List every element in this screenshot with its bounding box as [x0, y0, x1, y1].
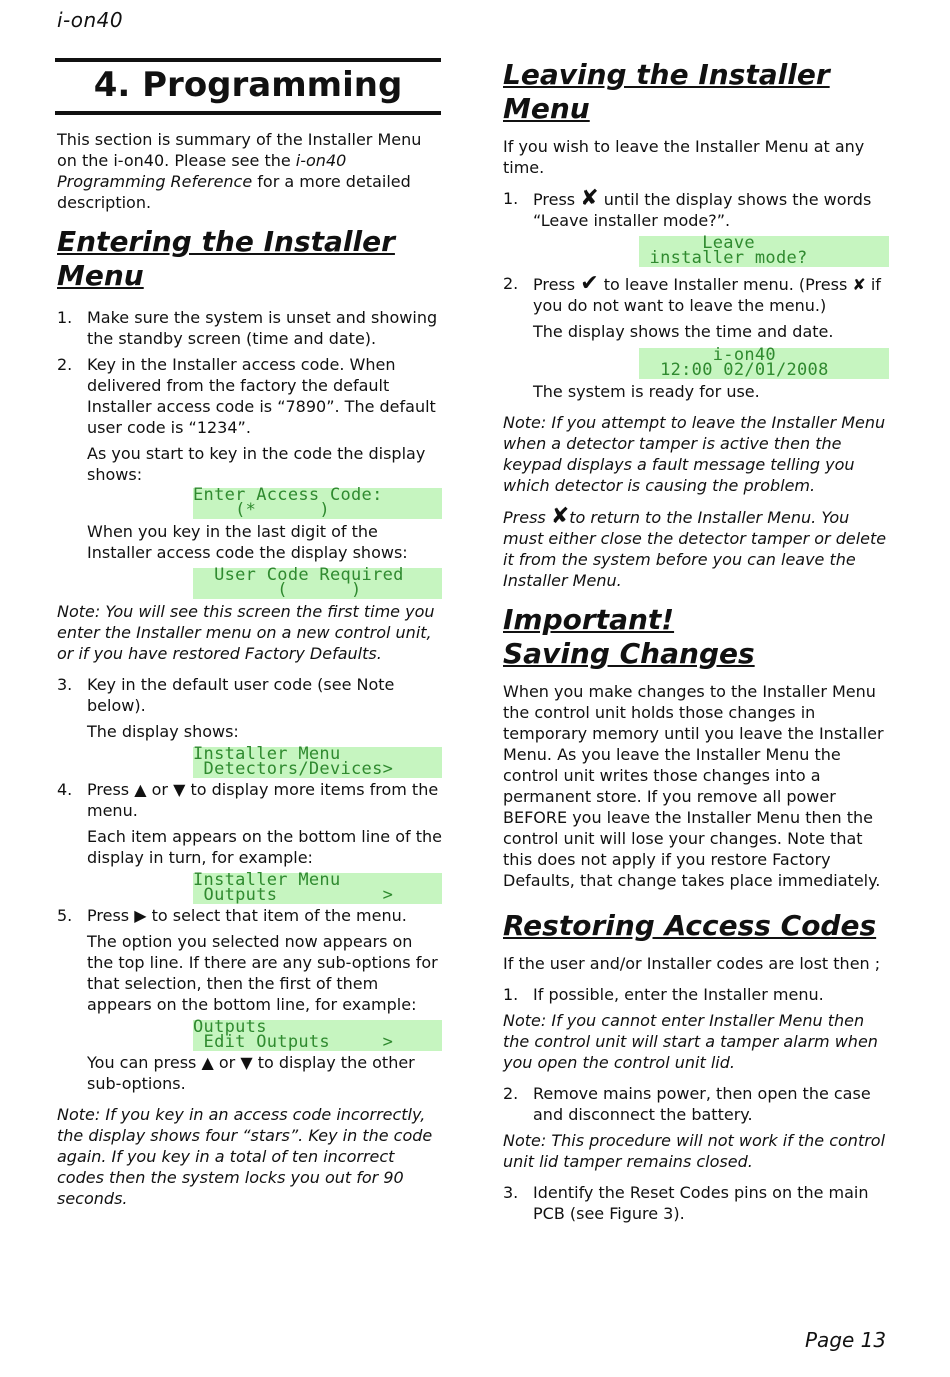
- step-4-detail: Each item appears on the bottom line of the display in turn, for example:: [87, 827, 442, 867]
- down-arrow-icon: ▼: [173, 780, 186, 799]
- step-number: 3.: [57, 675, 73, 694]
- heading-restoring-access-codes: Restoring Access Codes: [503, 909, 877, 942]
- page-number: Page 13: [805, 1328, 887, 1352]
- note-incorrect-code: Note: If you key in an access code incorrectly, the display shows four “stars”. Key in the code again. If you key in a total of ten incorrect codes then the system locks you out for 90 seconds.: [57, 1105, 433, 1208]
- intro-text-b: for a more detailed description.: [57, 172, 411, 212]
- restore-step-2: [503, 1083, 891, 1125]
- step-5-detail-2: [57, 1052, 443, 1094]
- step-number: 2.: [503, 1084, 519, 1103]
- step-2: [57, 354, 443, 438]
- heading-entering-installer-menu: Entering the Installer Menu: [57, 225, 395, 292]
- leave-step-2: [503, 273, 891, 316]
- step-number: 1.: [57, 308, 73, 327]
- restoring-intro: If the user and/or Installer codes are lost then ;: [503, 954, 881, 973]
- step-text-post: until the display shows the words “Leave installer mode?”.: [533, 190, 872, 230]
- step-text-post: to display more items from the menu.: [87, 780, 439, 820]
- entering-steps-continued: [57, 674, 443, 716]
- step-text: If possible, enter the Installer menu.: [533, 985, 824, 1004]
- step-text-post: to select that item of the menu.: [146, 906, 407, 925]
- step-3: [57, 674, 443, 716]
- step-number: 3.: [503, 1183, 519, 1202]
- step-number: 1.: [503, 985, 519, 1004]
- lcd-installer-menu-outputs: Installer Menu Outputs >: [193, 873, 442, 904]
- step-5-detail: The option you selected now appears on the top line. If there are any sub-options for that selection, then the first of them appears on the bottom line, for example:: [87, 932, 438, 1014]
- tick-icon: ✔: [580, 271, 599, 296]
- heading-saving-changes: Saving Changes: [503, 637, 755, 670]
- note-cannot-enter: Note: If you cannot enter Installer Menu then the control unit will start a tamper alarm when you open the control unit lid.: [503, 1011, 878, 1072]
- note-detector-tamper: Note: If you attempt to leave the Installer Menu when a detector tamper is active then the keypad displays a fault message telling you which detector is causing the problem.: [503, 413, 886, 495]
- lcd-leave-installer-mode: Leave installer mode?: [639, 236, 889, 267]
- leave-step-2-ready: The system is ready for use.: [533, 382, 760, 401]
- right-arrow-icon: ▶: [134, 906, 147, 925]
- leaving-steps: [503, 188, 891, 231]
- detail-text-or: or: [213, 1053, 241, 1072]
- cross-icon: ✘: [580, 186, 599, 211]
- step-text-pre: Press: [87, 906, 135, 925]
- step-1: [57, 307, 443, 349]
- intro-paragraph: [57, 129, 443, 213]
- step-number: 1.: [503, 189, 519, 208]
- step-text: Key in the default user code (see Note below).: [87, 675, 395, 715]
- note-text-pre: Press: [503, 508, 551, 527]
- note-lid-tamper: Note: This procedure will not work if the control unit lid tamper remains closed.: [503, 1131, 886, 1171]
- intro-reference: i-on40 Programming Reference: [57, 151, 347, 191]
- lcd-time-date: i-on40 12:00 02/01/2008: [639, 348, 889, 379]
- step-text: Remove mains power, then open the case and disconnect the battery.: [533, 1084, 871, 1124]
- lcd-outputs-edit-outputs: Outputs Edit Outputs >: [193, 1020, 442, 1051]
- step-5: [57, 905, 443, 926]
- saving-changes-paragraph: When you make changes to the Installer Menu the control unit holds those changes in temporary memory until you leave the Installer Menu. As you leave the Installer Menu the control unit writes those changes into a permanent store. If you remove all power BEFORE you leave the Installer Menu then the control unit will lose your changes. Note that this does not apply if you restore Factory Defaults, that change takes place immediately.: [503, 682, 884, 890]
- intro-text-a: This section is summary of the Installer Menu on the i-on40. Please see the: [57, 130, 422, 170]
- entering-steps-4: [57, 779, 443, 821]
- restoring-steps-3: [503, 1182, 891, 1224]
- detail-text-post: to display the other sub-options.: [87, 1053, 415, 1093]
- up-arrow-icon: ▲: [201, 1053, 214, 1072]
- step-number: 5.: [57, 906, 73, 925]
- lcd-user-code-required: User Code Required ( ): [193, 568, 442, 599]
- running-header: i-on40: [57, 8, 124, 32]
- step-2-detail: As you start to key in the code the display shows:: [87, 444, 426, 484]
- leave-step-1: [503, 188, 891, 231]
- step-text-pre: Press: [533, 275, 581, 294]
- step-text-or: or: [146, 780, 174, 799]
- step-text-pre: Press: [87, 780, 135, 799]
- cross-icon: ✘: [852, 275, 866, 294]
- step-number: 2.: [57, 355, 73, 374]
- step-text: Make sure the system is unset and showing the standby screen (time and date).: [87, 308, 438, 348]
- leave-step-2-detail: The display shows the time and date.: [533, 322, 834, 341]
- step-4: [57, 779, 443, 821]
- step-text-post: if you do not want to leave the menu.): [533, 275, 881, 315]
- step-3-detail: The display shows:: [87, 722, 239, 741]
- cross-icon: ✘: [550, 504, 570, 529]
- right-column: [503, 58, 891, 1224]
- step-number: 2.: [503, 274, 519, 293]
- step-text-pre: Press: [533, 190, 581, 209]
- leaving-intro: If you wish to leave the Installer Menu at any time.: [503, 137, 865, 177]
- restoring-steps-2: [503, 1083, 891, 1125]
- heading-leaving-installer-menu: Leaving the Installer Menu: [503, 58, 830, 125]
- chapter-title: 4. Programming: [55, 58, 441, 115]
- step-2-detail-2: When you key in the last digit of the Installer access code the display shows:: [87, 522, 408, 562]
- note-first-time: Note: You will see this screen the first time you enter the Installer menu on a new control unit, or if you have restored Factory Defaults.: [57, 602, 435, 663]
- entering-steps: [57, 307, 443, 438]
- left-column: [57, 58, 443, 1209]
- step-number: 4.: [57, 780, 73, 799]
- step-text: Key in the Installer access code. When delivered from the factory the default Installer access code is “7890”. The default user code is “1234”.: [87, 355, 436, 437]
- lcd-enter-access-code: Enter Access Code: (* ): [193, 488, 442, 519]
- heading-important: Important!: [503, 603, 675, 636]
- up-arrow-icon: ▲: [134, 780, 147, 799]
- entering-steps-5: [57, 905, 443, 926]
- leaving-steps-2: [503, 273, 891, 316]
- detail-text-pre: You can press: [87, 1053, 202, 1072]
- restore-step-3: [503, 1182, 891, 1224]
- restore-step-1: [503, 984, 891, 1005]
- restoring-steps: [503, 984, 891, 1005]
- step-text-mid: to leave Installer menu. (Press: [598, 275, 853, 294]
- note-text-post: to return to the Installer Menu. You must either close the detector tamper or delete it from the system before you can leave the Installer Menu.: [503, 508, 887, 590]
- down-arrow-icon: ▼: [240, 1053, 253, 1072]
- step-text: Identify the Reset Codes pins on the main PCB (see Figure 3).: [533, 1183, 869, 1223]
- lcd-installer-menu-detectors: Installer Menu Detectors/Devices>: [193, 747, 442, 778]
- note-return-to-menu: [503, 506, 891, 591]
